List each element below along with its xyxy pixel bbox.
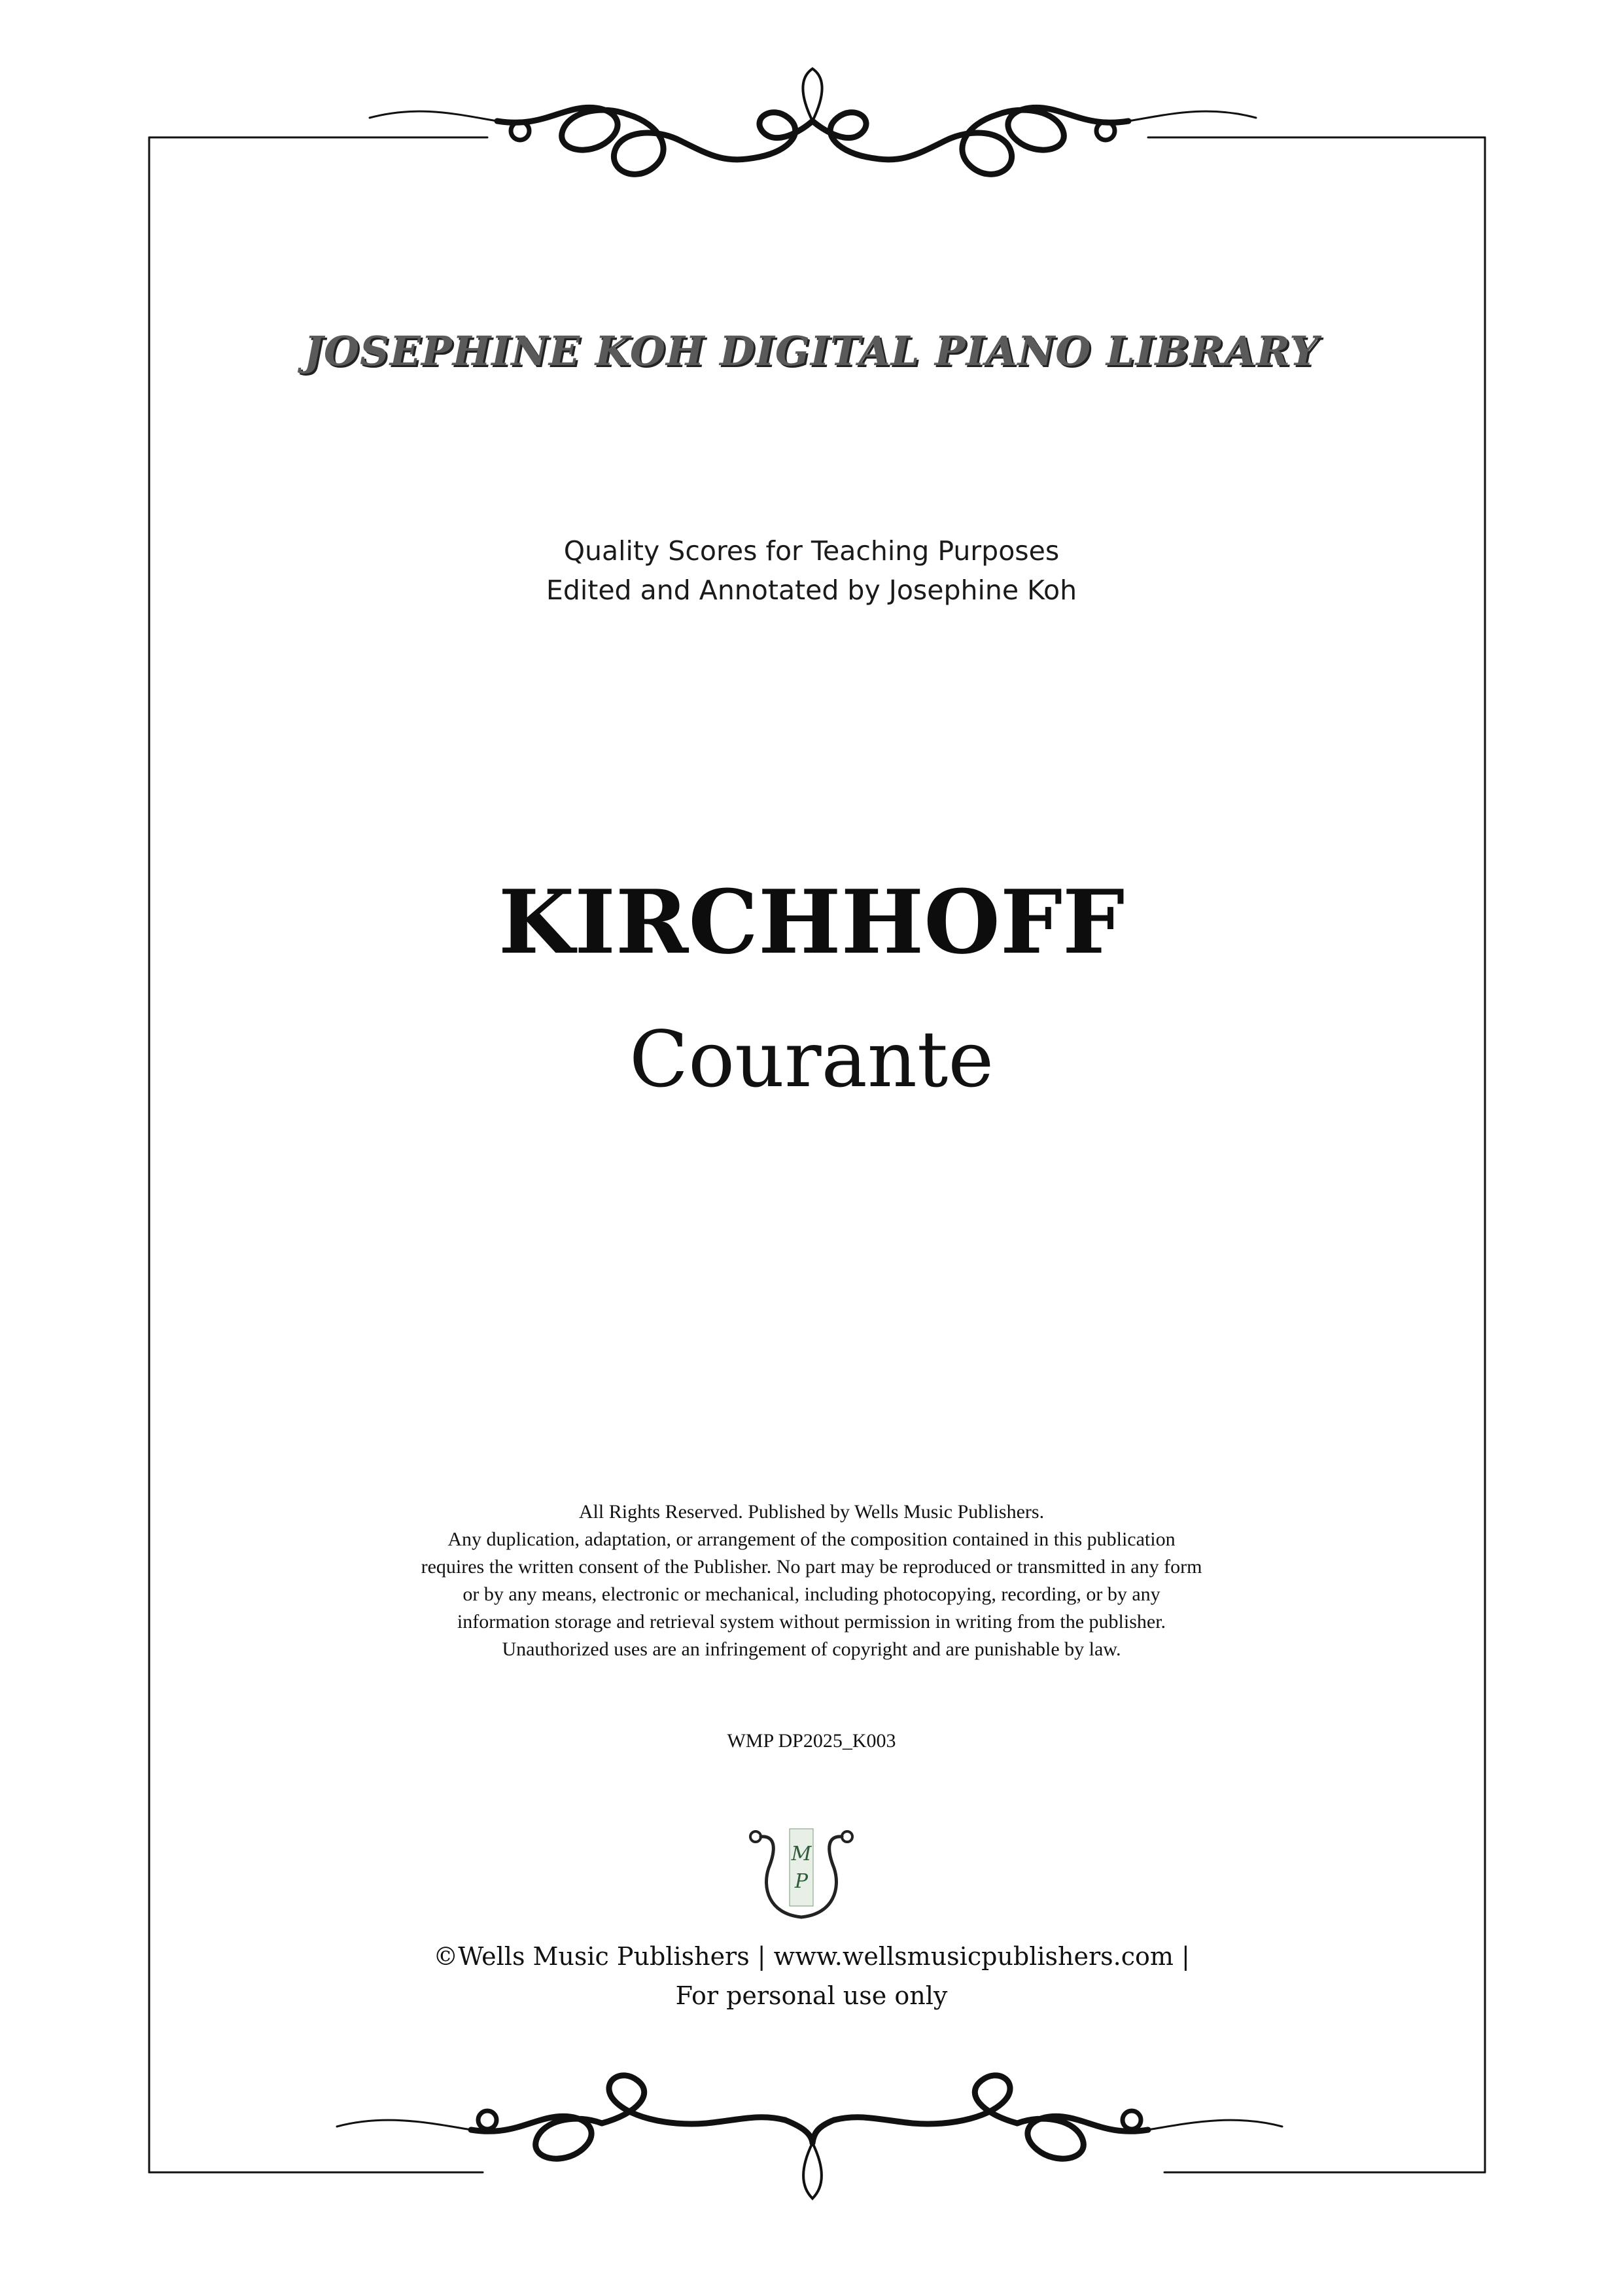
rights-notice bbox=[0, 1498, 1623, 1663]
rights-line: Unauthorized uses are an infringement of copyright and are punishable by law. bbox=[502, 1638, 1121, 1660]
publisher-footer: ©Wells Music Publishers | www.wellsmusicpublishers.com | bbox=[433, 1942, 1190, 1971]
rights-line: or by any means, electronic or mechanical, including photocopying, recording, or by any bbox=[462, 1583, 1161, 1605]
bottom-flourish-ornament bbox=[337, 2075, 1282, 2199]
tagline-editor: Edited and Annotated by Josephine Koh bbox=[546, 574, 1077, 606]
personal-use-notice: For personal use only bbox=[675, 1981, 948, 2010]
top-flourish-ornament bbox=[370, 69, 1256, 174]
rights-line: All Rights Reserved. Published by Wells Music Publishers. bbox=[578, 1501, 1045, 1523]
svg-text:P: P bbox=[794, 1870, 809, 1893]
library-title: JOSEPHINE KOH DIGITAL PIANO LIBRARY bbox=[304, 327, 1319, 375]
piece-title: Courante bbox=[629, 1014, 994, 1104]
svg-text:M: M bbox=[791, 1843, 812, 1865]
catalog-code: WMP DP2025_K003 bbox=[727, 1730, 896, 1752]
rights-line: Any duplication, adaptation, or arrangement of the composition contained in this publication bbox=[447, 1528, 1176, 1550]
rights-line: requires the written consent of the Publisher. No part may be reproduced or transmitted in any form bbox=[421, 1556, 1202, 1578]
wells-music-publishers-lyre-logo-icon bbox=[736, 1822, 867, 1927]
tagline-quality-scores: Quality Scores for Teaching Purposes bbox=[563, 535, 1060, 567]
composer-name: KIRCHHOFF bbox=[498, 870, 1125, 974]
rights-line: information storage and retrieval system without permission in writing from the publisher. bbox=[457, 1611, 1166, 1633]
